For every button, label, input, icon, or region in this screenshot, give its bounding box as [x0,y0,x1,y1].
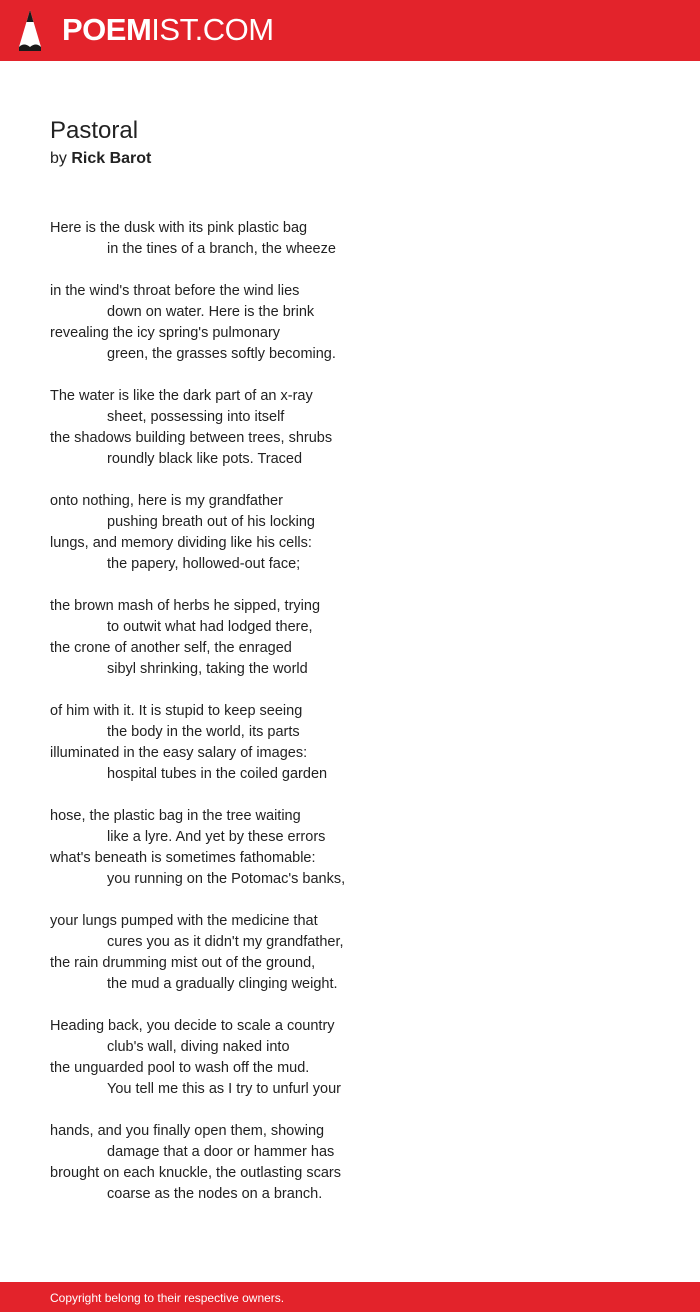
poem-line: the crone of another self, the enraged [50,640,292,656]
logo-light-text: IST.COM [151,12,274,47]
poem-body [50,218,650,1226]
poem-line: you running on the Potomac's banks, [107,871,346,887]
poem-line: in the tines of a branch, the wheeze [107,241,336,257]
poem-line: sheet, possessing into itself [107,409,285,425]
poem-author: Rick Barot [71,150,152,167]
copyright-notice: Copyright belong to their respective owners. [50,1291,285,1305]
poem-line: club's wall, diving naked into [107,1039,290,1055]
poem-stanza [50,1121,650,1205]
poem-line: damage that a door or hammer has [107,1144,335,1160]
poem-line: down on water. Here is the brink [107,304,315,320]
poem-line: illuminated in the easy salary of images: [50,745,308,761]
poem-line: the brown mash of herbs he sipped, trying [50,598,321,614]
site-logo[interactable] [62,12,274,48]
poem-line: pushing breath out of his locking [107,514,315,530]
byline-prefix: by [50,150,67,167]
poem-line: green, the grasses softly becoming. [107,346,336,362]
poem-title: Pastoral [50,117,139,144]
poem-line: revealing the icy spring's pulmonary [50,325,281,341]
poem-line: Here is the dusk with its pink plastic bag [50,220,308,236]
poem-line: You tell me this as I try to unfurl your [107,1081,341,1097]
poem-line: sibyl shrinking, taking the world [107,661,308,677]
logo-bold-text: POEM [62,12,152,47]
poem-line: hose, the plastic bag in the tree waiting [50,808,301,824]
poem-line: the mud a gradually clinging weight. [107,976,338,992]
poem-line: cures you as it didn't my grandfather, [107,934,344,950]
poem-line: roundly black like pots. Traced [107,451,303,467]
site-footer [0,1282,700,1312]
poem-line: hands, and you finally open them, showing [50,1123,325,1139]
poem-line: what's beneath is sometimes fathomable: [50,850,316,866]
site-header [0,0,700,61]
poem-byline [50,148,151,170]
poem-stanza [50,218,650,260]
poem-line: of him with it. It is stupid to keep seeing [50,703,303,719]
poem-line: in the wind's throat before the wind lies [50,283,300,299]
poem-stanza [50,911,650,995]
poem-stanza [50,596,650,680]
poem-line: your lungs pumped with the medicine that [50,913,318,929]
poem-line: hospital tubes in the coiled garden [107,766,328,782]
poem-line: onto nothing, here is my grandfather [50,493,283,509]
poem-line: the shadows building between trees, shrubs [50,430,333,446]
poem-line: The water is like the dark part of an x-ray [50,388,313,404]
poem-line: to outwit what had lodged there, [107,619,313,635]
poem-line: coarse as the nodes on a branch. [107,1186,323,1202]
poem-line: lungs, and memory dividing like his cells: [50,535,312,551]
poem-stanza [50,1016,650,1100]
poem-line: the unguarded pool to wash off the mud. [50,1060,310,1076]
pencil-icon[interactable] [17,9,43,51]
poem-stanza [50,806,650,890]
poem-stanza [50,701,650,785]
poem-stanza [50,386,650,470]
poem-line: the body in the world, its parts [107,724,300,740]
poem-stanza [50,491,650,575]
poem-line: brought on each knuckle, the outlasting scars [50,1165,341,1181]
poem-line: the papery, hollowed-out face; [107,556,301,572]
poem-stanza [50,281,650,365]
poem-line: like a lyre. And yet by these errors [107,829,326,845]
poem-line: the rain drumming mist out of the ground, [50,955,316,971]
poem-line: Heading back, you decide to scale a country [50,1018,335,1034]
